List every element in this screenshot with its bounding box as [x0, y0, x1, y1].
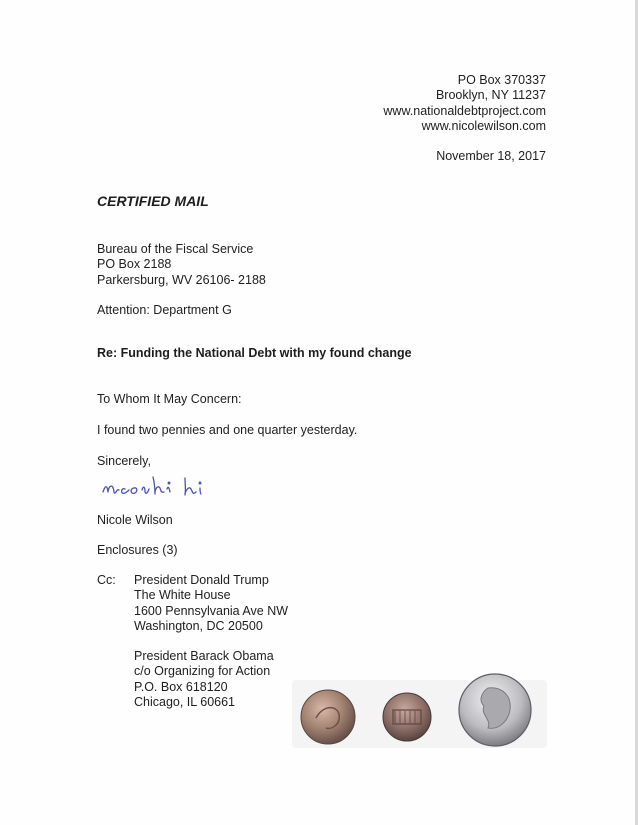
signer-name: Nicole Wilson	[97, 513, 173, 527]
enclosures-line: Enclosures (3)	[97, 543, 178, 557]
cc-recipient-line: 1600 Pennsylvania Ave NW	[134, 603, 289, 618]
subject-line: Re: Funding the National Debt with my found change	[97, 346, 412, 360]
certified-mail-heading: CERTIFIED MAIL	[97, 193, 209, 209]
taped-coins	[292, 670, 552, 750]
cc-recipient-line: President Barack Obama	[134, 649, 274, 663]
return-address-line: Brooklyn, NY 11237	[435, 88, 546, 103]
cc-recipient-line: President Donald Trump	[134, 573, 269, 587]
cc-label: Cc:	[97, 573, 116, 587]
recipient-address	[97, 242, 266, 288]
return-address-line: www.nationaldebtproject.com	[383, 103, 546, 118]
cc-recipient	[134, 573, 288, 634]
return-address-line: www.nicolewilson.com	[421, 118, 546, 133]
cc-recipient-line: Washington, DC 20500	[134, 618, 263, 633]
return-address	[383, 73, 546, 134]
return-address-line: PO Box 370337	[457, 73, 546, 87]
cc-recipient-line: The White House	[134, 588, 231, 603]
cc-recipient	[134, 649, 274, 710]
closing: Sincerely,	[97, 454, 151, 468]
cc-recipient-line: Chicago, IL 60661	[134, 694, 236, 709]
penny-coin	[301, 690, 355, 744]
recipient-line: Bureau of the Fiscal Service	[97, 242, 254, 256]
recipient-line: Parkersburg, WV 26106- 2188	[97, 272, 266, 287]
handwritten-signature	[97, 466, 277, 506]
recipient-line: PO Box 2188	[97, 257, 172, 272]
quarter-coin	[459, 674, 531, 746]
attention-line: Attention: Department G	[97, 303, 232, 317]
letter-date: November 18, 2017	[436, 149, 546, 163]
salutation: To Whom It May Concern:	[97, 392, 242, 406]
penny-coin	[383, 693, 431, 741]
letter-body: I found two pennies and one quarter yesterday.	[97, 423, 358, 437]
cc-recipient-line: P.O. Box 618120	[134, 679, 228, 694]
cc-recipient-line: c/o Organizing for Action	[134, 664, 271, 679]
